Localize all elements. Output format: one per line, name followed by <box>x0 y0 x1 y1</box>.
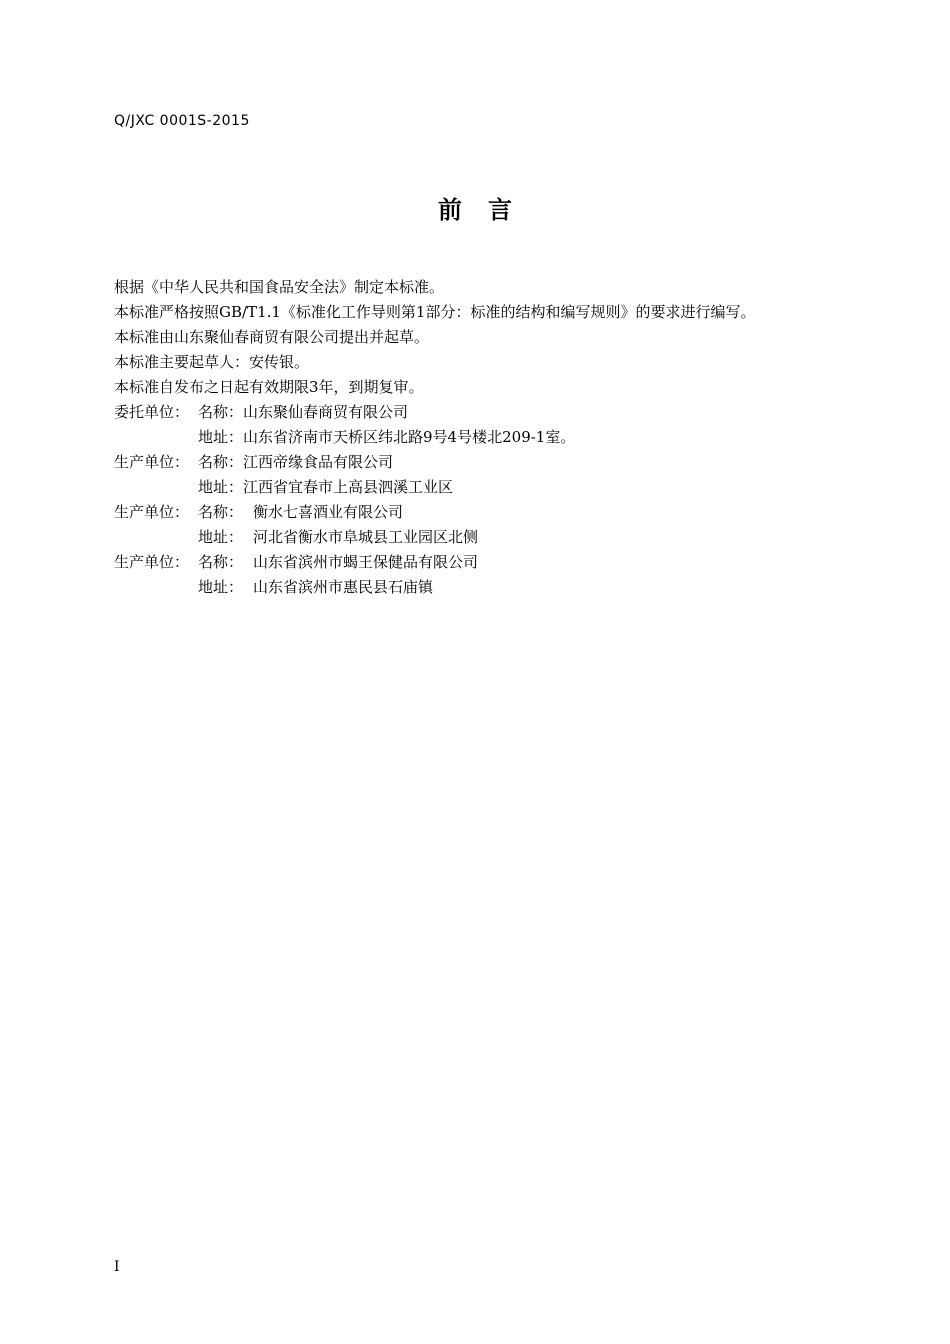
paragraph-drafting-rules: 本标准严格按照GB/T1.1《标准化工作导则第1部分：标准的结构和编写规则》的要求进行编写。 <box>114 303 756 321</box>
unit-name: 江西帝缘食品有限公司 <box>243 453 394 471</box>
page-number: I <box>114 1259 120 1275</box>
unit-1-address-row <box>114 425 834 450</box>
paragraph-validity: 本标准自发布之日起有效期限3年，到期复审。 <box>114 378 424 396</box>
unit-4-address-row <box>114 575 834 600</box>
paragraph-proposer: 本标准由山东聚仙春商贸有限公司提出并起草。 <box>114 328 430 346</box>
unit-name: 山东省滨州市蝎王保健品有限公司 <box>253 553 479 571</box>
unit-name: 衡水七喜酒业有限公司 <box>253 503 404 521</box>
unit-2-address-row <box>114 475 834 500</box>
address-label: 地址： <box>198 478 244 496</box>
standard-code: Q/JXC 0001S-2015 <box>114 113 250 129</box>
unit-role-label: 委托单位： <box>114 403 190 421</box>
unit-role-spacer <box>114 425 198 450</box>
unit-role-label: 生产单位： <box>114 503 190 521</box>
unit-role-label: 生产单位： <box>114 553 190 571</box>
address-label: 地址： <box>198 528 244 546</box>
paragraph-drafter: 本标准主要起草人：安传银。 <box>114 353 310 371</box>
unit-4-name-row <box>114 550 834 575</box>
address-label: 地址： <box>198 428 244 446</box>
title-char-2: 言 <box>488 196 512 224</box>
unit-role-spacer <box>114 525 198 550</box>
unit-2-name-row <box>114 450 834 475</box>
unit-role-label: 生产单位： <box>114 453 190 471</box>
unit-3-address-row <box>114 525 834 550</box>
name-label: 名称： <box>198 403 244 421</box>
unit-address: 山东省滨州市惠民县石庙镇 <box>253 578 434 596</box>
name-label: 名称： <box>198 453 244 471</box>
unit-address: 河北省衡水市阜城县工业园区北侧 <box>253 528 479 546</box>
paragraph-legal-basis: 根据《中华人民共和国食品安全法》制定本标准。 <box>114 278 445 296</box>
unit-address: 江西省宜春市上高县泗溪工业区 <box>243 478 454 496</box>
page-title <box>0 190 950 225</box>
unit-role-spacer <box>114 575 198 600</box>
unit-1-name-row <box>114 400 834 425</box>
foreword-body <box>114 275 834 600</box>
title-char-1: 前 <box>438 196 462 224</box>
unit-3-name-row <box>114 500 834 525</box>
address-label: 地址： <box>198 578 244 596</box>
name-label: 名称： <box>198 503 244 521</box>
unit-name: 山东聚仙春商贸有限公司 <box>243 403 409 421</box>
unit-address: 山东省济南市天桥区纬北路9号4号楼北209-1室。 <box>243 428 576 446</box>
name-label: 名称： <box>198 553 244 571</box>
unit-role-spacer <box>114 475 198 500</box>
